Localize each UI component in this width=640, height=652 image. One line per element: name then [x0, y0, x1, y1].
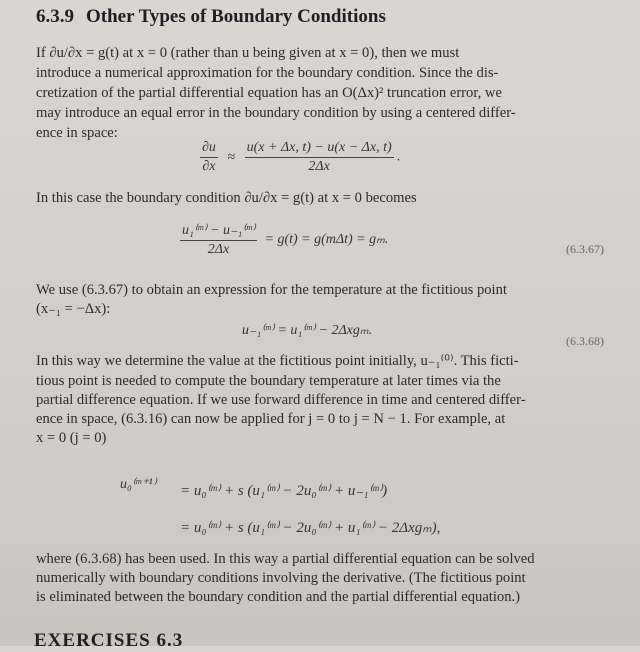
paragraph-4-line-4: ence in space, (6.3.16) can now be applied for j = 0 to j = N − 1. For example, at — [36, 411, 506, 427]
eq-lhs-denominator: ∂x — [202, 159, 216, 174]
eq-lhs-numerator: ∂u — [200, 140, 218, 158]
eq-667-denominator: 2Δx — [207, 242, 230, 257]
paragraph-4-line-1: In this way we determine the value at the fictitious point initially, u₋₁⁽⁰⁾. This ficti- — [36, 353, 519, 369]
paragraph-4-line-5: x = 0 (j = 0) — [36, 430, 107, 446]
paragraph-4-line-2: tious point is needed to compute the boundary temperature at later times via the — [36, 373, 501, 389]
paragraph-1-line-1: If ∂u/∂x = g(t) at x = 0 (rather than u being given at x = 0), then we must — [36, 45, 460, 61]
eq-trailing-period: . — [397, 149, 401, 165]
section-number: 6.3.9 — [36, 6, 74, 27]
equation-label-6-3-67: (6.3.67) — [566, 242, 604, 256]
exercises-heading: EXERCISES 6.3 — [34, 630, 184, 651]
paragraph-4-line-3: partial difference equation. If we use forward difference in time and centered differ- — [36, 392, 526, 408]
paragraph-5-line-2: numerically with boundary conditions involving the derivative. (The fictitious point — [36, 570, 526, 586]
paragraph-1-line-4: may introduce an equal error in the boundary condition by using a centered differ- — [36, 105, 516, 121]
paragraph-3-line-1: We use (6.3.67) to obtain an expression for the temperature at the fictitious point — [36, 282, 507, 298]
paragraph-1-line-3: cretization of the partial differential equation has an O(Δx)² truncation error, we — [36, 85, 502, 101]
eq-rhs-denominator: 2Δx — [308, 159, 330, 174]
paragraph-3-line-2: (x₋₁ = −Δx): — [36, 301, 111, 317]
paragraph-1-line-5: ence in space: — [36, 125, 118, 141]
equation-6-3-67 — [180, 222, 388, 258]
eq-approx-sign: ≈ — [227, 149, 236, 165]
section-heading — [36, 6, 386, 28]
equation-label-6-3-68: (6.3.68) — [566, 334, 604, 348]
paragraph-2-line: In this case the boundary condition ∂u/∂x = g(t) at x = 0 becomes — [36, 190, 417, 206]
eq-667-numerator: u₁⁽ᵐ⁾ − u₋₁⁽ᵐ⁾ — [180, 222, 257, 241]
equation-final-lhs: u₀⁽ᵐ⁺¹⁾ — [120, 477, 157, 492]
paragraph-5-line-1: where (6.3.68) has been used. In this way a partial differential equation can be solved — [36, 551, 535, 567]
paragraph-1-line-2: introduce a numerical approximation for the boundary condition. Since the dis- — [36, 65, 499, 81]
section-title: Other Types of Boundary Conditions — [86, 6, 386, 27]
eq-667-rhs: = g(t) = g(mΔt) = gₘ. — [264, 232, 389, 248]
equation-centered-difference — [200, 140, 401, 175]
eq-rhs-numerator: u(x + Δx, t) − u(x − Δx, t) — [245, 140, 394, 158]
paragraph-5-line-3: is eliminated between the boundary condition and the partial differential equation.) — [36, 589, 521, 605]
equation-6-3-68: u₋₁⁽ᵐ⁾ = u₁⁽ᵐ⁾ − 2Δxgₘ. — [242, 323, 373, 338]
equation-final-row-1: = u₀⁽ᵐ⁾ + s (u₁⁽ᵐ⁾ − 2u₀⁽ᵐ⁾ + u₋₁⁽ᵐ⁾) — [180, 483, 388, 499]
equation-final-row-2: = u₀⁽ᵐ⁾ + s (u₁⁽ᵐ⁾ − 2u₀⁽ᵐ⁾ + u₁⁽ᵐ⁾ − 2Δxgₘ), — [180, 520, 441, 536]
